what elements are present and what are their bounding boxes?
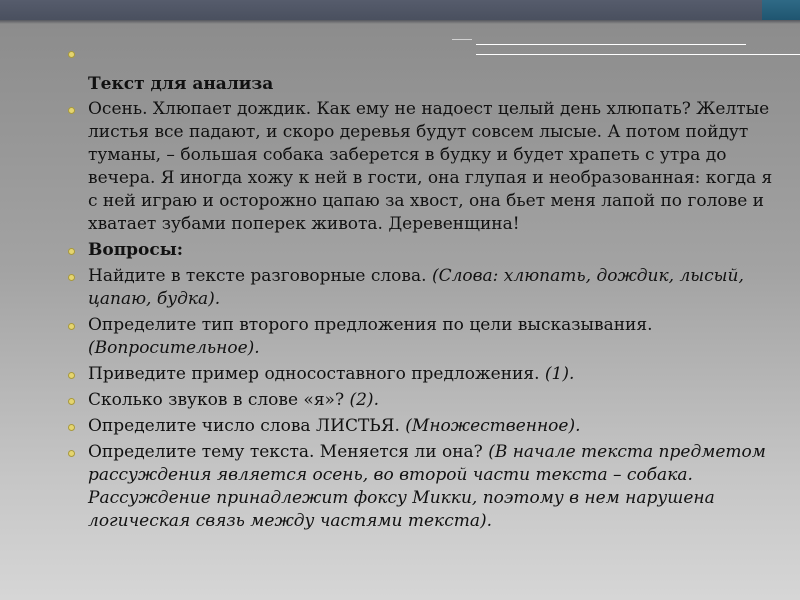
question-text: Определите тему текста. Меняется ли она? [88, 442, 483, 462]
question-text: Сколько звуков в слове «я»? [88, 390, 345, 410]
question-item [66, 265, 778, 311]
question-answer: (1). [544, 364, 575, 384]
bullet-icon [68, 398, 75, 405]
question-answer: (Слова: хлюпать, дождик, лысый, цапаю, будка). [88, 266, 744, 309]
bullet-icon [68, 372, 75, 379]
passage-text: Осень. Хлюпает дождик. Как ему не надоест целый день хлюпать? Желтые листья все падают, и скоро деревья будут совсем лысые. А потом пойдут туманы, – большая собака заберется в будку и будет храпеть с утра до вечера. Я иногда хожу к ней в гости, она глупая и необразованная: когда я с ней играю и осторожно цапаю за хвост, она бьет меня лапой по голове и хватает зубами поперек живота. Деревенщина! [88, 99, 773, 234]
question-item [66, 363, 778, 386]
question-item [66, 415, 778, 438]
question-text: Определите тип второго предложения по цели высказывания. [88, 315, 653, 335]
question-answer: (Множественное). [405, 416, 581, 436]
question-answer: (В начале текста предметом рассуждения является осень, во второй части текста – собака. Рассуждение принадлежит фоксу Микки, поэтому в нем нарушена логическая связь между частями текста). [88, 442, 766, 531]
questions-title-item [66, 239, 778, 262]
question-answer: (Вопросительное). [88, 338, 260, 358]
question-text: Определите число слова ЛИСТЬЯ. [88, 416, 400, 436]
question-item [66, 314, 778, 360]
bullet-icon [68, 51, 75, 58]
decorative-line [452, 39, 472, 40]
top-band-shadow [0, 20, 800, 24]
empty-bullet-item [66, 42, 778, 65]
bullet-icon [68, 323, 75, 330]
question-answer: (2). [349, 390, 379, 410]
bullet-icon [68, 274, 75, 281]
question-item [66, 441, 778, 533]
slide-heading: Текст для анализа [88, 74, 274, 94]
bullet-icon [68, 424, 75, 431]
top-band [0, 0, 800, 20]
bullet-icon [68, 248, 75, 255]
slide-content [66, 42, 778, 536]
question-item [66, 389, 778, 412]
passage-item [66, 98, 778, 236]
questions-title: Вопросы: [88, 240, 184, 260]
bullet-icon [68, 450, 75, 457]
bullet-icon [68, 107, 75, 114]
question-text: Найдите в тексте разговорные слова. [88, 266, 427, 286]
accent-block [762, 0, 800, 20]
question-text: Приведите пример односоставного предложения. [88, 364, 540, 384]
